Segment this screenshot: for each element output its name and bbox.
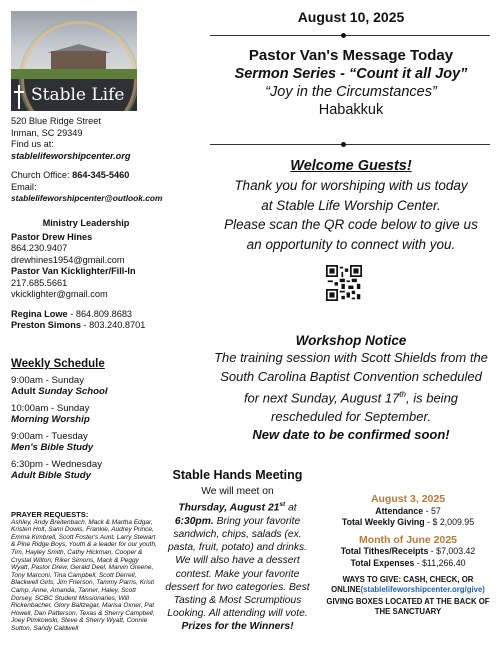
divider-top [210,35,490,36]
workshop-line-3: for next Sunday, August 17 [243,390,400,406]
expenses-value: - $11,266.40 [414,557,466,568]
message-title: Pastor Van's Message Today [248,47,454,64]
welcome-block [206,158,496,254]
email-label: Email: [11,181,37,192]
schedule-time-4: 6:30pm - Wednesday [11,459,103,470]
schedule-time-2: 10:00am - Sunday [11,403,90,414]
church-logo-photo [11,11,137,111]
workshop-new-date: New date to be confirmed soon! [252,427,450,443]
address-line-1: 520 Blue Ridge Street [11,116,101,126]
hands-line-1: We will meet on [201,486,274,497]
hands-line-2: Thursday, August 21 [178,502,280,514]
workshop-line-3-tail: , is being [406,390,459,406]
schedule-name-3: Men's Bible Study [11,442,94,453]
ministry-block [11,218,161,332]
schedule-name-1a: Adult [11,386,39,397]
divider-dot-top [341,33,346,38]
finance-block [320,494,496,617]
weekly-giving-value: - $ 2,009.95 [424,517,475,527]
contact2-phone: - 803.240.8701 [80,320,146,330]
stable-hands-block [160,468,315,634]
pastor2-phone: 217.685.5661 [11,277,68,288]
prayer-heading: PRAYER REQUESTS: [11,510,89,519]
welcome-line-2: at Stable Life Worship Center. [261,197,441,213]
address-line-2: Inman, SC 29349 [11,127,83,138]
contact2-name: Preston Simons [11,320,81,330]
tithes-label: Total Tithes/Receipts [340,546,429,556]
hands-line-6: We will also have a dessert [175,555,300,567]
weekly-schedule [11,358,161,481]
hands-line-8: dessert for two categories. Best [165,581,310,593]
hands-prizes: Prizes for the Winners! [181,621,294,633]
schedule-time-3: 9:00am - Tuesday [11,431,88,442]
church-office-phone: 864-345-5460 [72,170,130,180]
schedule-time-1: 9:00am - Sunday [11,375,85,386]
schedule-name-4: Adult Bible Study [11,470,91,481]
contact1-phone: - 864.809.8683 [67,308,133,319]
stable-hands-heading: Stable Hands Meeting [172,468,303,482]
giving-boxes: GIVING BOXES LOCATED AT THE BACK OF THE SANCTUARY [326,597,490,616]
hands-line-4: sandwich, chips, salads (ex. [173,529,302,541]
website-link[interactable]: stablelifeworshipcenter.org [11,150,131,161]
hands-line-10: Looking. All attending will vote. [167,608,308,620]
hands-line-2-tail: at [285,502,297,514]
workshop-line-2: South Carolina Baptist Convention scheduled [220,368,482,384]
workshop-sup: th [399,390,406,399]
message-block [206,47,496,118]
church-office-label: Church Office: [11,170,70,180]
attendance-value: - 57 [423,505,441,516]
pastor2-email[interactable]: vkicklighter@gmail.com [11,289,108,299]
sermon-title: “Joy in the Circumstances” [265,84,437,100]
divider-dot-mid [341,142,346,147]
tithes-value: - $7,003.42 [428,546,476,556]
finance-date: August 3, 2025 [370,493,446,505]
expenses-label: Total Expenses [350,557,415,568]
prayer-list: Ashley, Andy Breitenbach, Mack & Martha Edgar, Kristen Holt, Sami Dowis, Frankie, Audrey Prince, Emma Kimbrell, Scott Foster's Aunt, Larry Stewart & Pine Ridge Boys, Youth & a leader for our youth, Tim, Hayley Smith, Cathy Hickman, Cooper & Crystal Wilton, Riker Simons, Mack & Peggy Wyatt, Pastor Drew, Gerald Deel, Marvin Greene, Tony Marconi, Tina Campbell, Scott Derrell, Blackwell Girls, Jim Frierson, Tammy Parris, Kristi Camp, Anne, Amanda, Tanner, Haley, Scott Dorsey, SCBC Student Missionaries, Will Rickenbacher, Glory Baltzegar, Marisa Oxner, Pat Howell, Dan Patterson, Texas & Sherry Campbell, Joey Pimkowski, Steve & Sherry Wyatt, Connie Sutton, Sandy Caldwell [11,518,157,632]
workshop-line-4: rescheduled for September. [271,408,431,424]
ministry-heading: Ministry Leadership [42,218,130,228]
qr-code[interactable] [326,265,362,301]
divider-mid [210,144,490,145]
give-link[interactable]: (stablelifeworshipcenter.org/give) [360,585,485,594]
bulletin-date: August 10, 2025 [297,9,405,25]
month-heading: Month of June 2025 [358,533,457,546]
pastor1-email[interactable]: drewhines1954@gmail.com [11,254,125,265]
ways-to-give: WAYS TO GIVE: CASH, CHECK, OR ONLINE [331,575,474,594]
workshop-line-1: The training session with Scott Shields from the [214,350,488,365]
workshop-heading: Workshop Notice [295,333,407,348]
weekly-giving-label: Total Weekly Giving [341,517,425,527]
church-email-link[interactable]: stablelifeworshipcenter@outlook.com [11,193,163,203]
scripture: Habakkuk [318,102,384,118]
hands-line-9: Tasting & Most Scrumptious [173,595,302,607]
schedule-name-1b: Sunday School [38,386,108,397]
attendance-label: Attendance [375,505,424,516]
welcome-line-3: Please scan the QR code below to give us [224,217,478,232]
prayer-requests [11,511,157,633]
pastor1-phone: 864.230.9407 [11,243,68,253]
hands-line-7: contest. Make your favorite [175,568,300,580]
pastor1-name: Pastor Drew Hines [11,231,93,242]
hands-line-3: Bring your favorite [213,515,301,527]
welcome-heading: Welcome Guests! [290,158,412,174]
find-us-label: Find us at: [11,139,54,149]
weekly-schedule-heading: Weekly Schedule [11,358,105,370]
schedule-name-2: Morning Worship [11,414,90,425]
workshop-block [206,333,496,445]
hands-line-5: pasta, fruit, potato) and drinks. [167,542,308,554]
address-block [11,116,161,162]
pastor2-name: Pastor Van Kicklighter/Fill-In [11,266,136,276]
contact1-name: Regina Lowe [11,308,68,319]
hands-line-2-sup: st [279,501,286,509]
welcome-line-4: an opportunity to connect with you. [246,236,456,252]
welcome-line-1: Thank you for worshiping with us today [234,178,468,193]
hands-time: 6:30pm. [174,515,214,527]
sermon-series: Sermon Series - “Count it all Joy” [234,66,468,82]
logo-text: Stable Life [31,85,125,105]
contact-block [11,170,191,205]
